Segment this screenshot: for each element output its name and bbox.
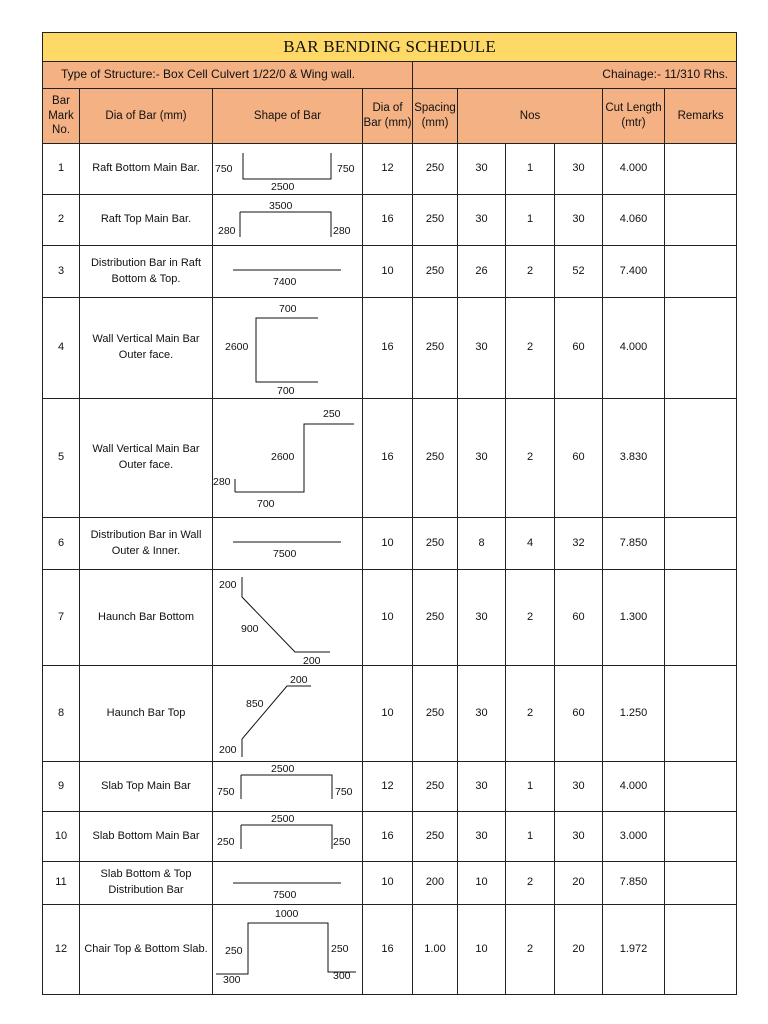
spacing-cell: 1.00 xyxy=(413,905,458,995)
shape-dimension-label: 700 xyxy=(257,498,275,510)
nos-1-cell: 30 xyxy=(458,762,506,812)
spacing-cell: 250 xyxy=(413,144,458,195)
nos-1-cell: 8 xyxy=(458,518,506,570)
remarks-cell xyxy=(665,195,737,246)
bar-shape-cell xyxy=(213,666,363,762)
table-row xyxy=(43,862,737,905)
bar-shape-cell xyxy=(213,144,363,195)
bar-description-cell: Distribution Bar in Wall Outer & Inner. xyxy=(80,518,213,570)
header-remarks: Remarks xyxy=(665,89,737,144)
remarks-cell xyxy=(665,399,737,518)
nos-2-cell: 1 xyxy=(506,144,555,195)
dia-cell: 10 xyxy=(363,862,413,905)
spacing-cell: 200 xyxy=(413,862,458,905)
bar-shape-diagram xyxy=(213,905,363,994)
dia-cell: 16 xyxy=(363,812,413,862)
nos-total-cell: 60 xyxy=(555,298,603,399)
shape-dimension-label: 750 xyxy=(335,786,353,798)
bar-shape-diagram xyxy=(213,298,363,398)
dia-cell: 16 xyxy=(363,905,413,995)
remarks-cell xyxy=(665,762,737,812)
table-row xyxy=(43,298,737,399)
shape-dimension-label: 250 xyxy=(333,836,351,848)
bar-shape-diagram xyxy=(213,144,363,194)
spacing-cell: 250 xyxy=(413,246,458,298)
shape-dimension-label: 200 xyxy=(290,674,308,686)
table-row xyxy=(43,518,737,570)
bar-shape-line xyxy=(241,775,332,799)
shape-dimension-label: 700 xyxy=(277,385,295,397)
bar-description-cell: Slab Bottom & Top Distribution Bar xyxy=(80,862,213,905)
table-row xyxy=(43,399,737,518)
nos-1-cell: 30 xyxy=(458,570,506,666)
shape-dimension-label: 280 xyxy=(213,476,231,488)
shape-dimension-label: 200 xyxy=(219,579,237,591)
header-cut-length: Cut Length (mtr) xyxy=(603,89,665,144)
shape-dimension-label: 2600 xyxy=(271,451,295,463)
cut-length-cell: 4.000 xyxy=(603,762,665,812)
bar-shape-line xyxy=(240,212,331,237)
table-row xyxy=(43,195,737,246)
nos-total-cell: 20 xyxy=(555,862,603,905)
bar-shape-cell xyxy=(213,570,363,666)
nos-total-cell: 30 xyxy=(555,144,603,195)
bar-mark-cell: 10 xyxy=(43,812,80,862)
cut-length-cell: 4.000 xyxy=(603,298,665,399)
nos-2-cell: 2 xyxy=(506,570,555,666)
shape-dimension-label: 750 xyxy=(217,786,235,798)
header-nos: Nos xyxy=(458,89,603,144)
bar-mark-cell: 1 xyxy=(43,144,80,195)
cut-length-cell: 7.400 xyxy=(603,246,665,298)
nos-2-cell: 2 xyxy=(506,905,555,995)
bar-mark-cell: 2 xyxy=(43,195,80,246)
cut-length-cell: 1.250 xyxy=(603,666,665,762)
shape-dimension-label: 250 xyxy=(225,945,243,957)
nos-total-cell: 60 xyxy=(555,666,603,762)
nos-2-cell: 2 xyxy=(506,246,555,298)
remarks-cell xyxy=(665,905,737,995)
bar-shape-line xyxy=(242,686,311,757)
table-row xyxy=(43,905,737,995)
bar-shape-diagram xyxy=(213,862,363,904)
nos-2-cell: 1 xyxy=(506,762,555,812)
bar-shape-cell xyxy=(213,762,363,812)
remarks-cell xyxy=(665,298,737,399)
cut-length-cell: 1.972 xyxy=(603,905,665,995)
dia-cell: 16 xyxy=(363,195,413,246)
table-row xyxy=(43,762,737,812)
cut-length-cell: 3.830 xyxy=(603,399,665,518)
remarks-cell xyxy=(665,518,737,570)
shape-dimension-label: 250 xyxy=(331,943,349,955)
bar-shape-line xyxy=(242,577,330,652)
cut-length-cell: 4.000 xyxy=(603,144,665,195)
bar-mark-cell: 5 xyxy=(43,399,80,518)
bar-shape-diagram xyxy=(213,812,363,861)
spacing-cell: 250 xyxy=(413,195,458,246)
shape-dimension-label: 300 xyxy=(333,970,351,982)
nos-1-cell: 30 xyxy=(458,195,506,246)
spacing-cell: 250 xyxy=(413,298,458,399)
bar-description-cell: Slab Bottom Main Bar xyxy=(80,812,213,862)
nos-2-cell: 2 xyxy=(506,666,555,762)
header-dia-desc: Dia of Bar (mm) xyxy=(80,89,213,144)
nos-total-cell: 60 xyxy=(555,399,603,518)
bar-mark-cell: 8 xyxy=(43,666,80,762)
bar-shape-line xyxy=(256,318,318,382)
shape-dimension-label: 250 xyxy=(323,408,341,420)
nos-1-cell: 26 xyxy=(458,246,506,298)
bar-shape-cell xyxy=(213,246,363,298)
nos-2-cell: 4 xyxy=(506,518,555,570)
header-spacing: Spacing (mm) xyxy=(413,89,458,144)
bar-shape-cell xyxy=(213,862,363,905)
shape-dimension-label: 200 xyxy=(219,744,237,756)
spacing-cell: 250 xyxy=(413,812,458,862)
nos-total-cell: 30 xyxy=(555,812,603,862)
table-row xyxy=(43,666,737,762)
bar-description-cell: Haunch Bar Bottom xyxy=(80,570,213,666)
bar-mark-cell: 11 xyxy=(43,862,80,905)
spacing-cell: 250 xyxy=(413,666,458,762)
dia-cell: 12 xyxy=(363,762,413,812)
bar-shape-diagram xyxy=(213,570,363,665)
schedule-table xyxy=(42,32,737,995)
bar-description-cell: Haunch Bar Top xyxy=(80,666,213,762)
header-bar-mark: Bar Mark No. xyxy=(43,89,80,144)
remarks-cell xyxy=(665,246,737,298)
shape-dimension-label: 2500 xyxy=(271,181,295,193)
remarks-cell xyxy=(665,862,737,905)
table-row xyxy=(43,570,737,666)
shape-dimension-label: 900 xyxy=(241,623,259,635)
shape-dimension-label: 700 xyxy=(279,303,297,315)
nos-total-cell: 32 xyxy=(555,518,603,570)
nos-1-cell: 10 xyxy=(458,862,506,905)
shape-dimension-label: 200 xyxy=(303,655,321,665)
bar-description-cell: Distribution Bar in Raft Bottom & Top. xyxy=(80,246,213,298)
bar-shape-line xyxy=(241,825,332,849)
nos-total-cell: 60 xyxy=(555,570,603,666)
bar-bending-schedule-sheet xyxy=(42,32,736,995)
shape-dimension-label: 7500 xyxy=(273,548,297,560)
nos-1-cell: 30 xyxy=(458,298,506,399)
cut-length-cell: 4.060 xyxy=(603,195,665,246)
shape-dimension-label: 300 xyxy=(223,974,241,986)
bar-shape-cell xyxy=(213,298,363,399)
dia-cell: 12 xyxy=(363,144,413,195)
schedule-title: BAR BENDING SCHEDULE xyxy=(43,33,737,62)
dia-cell: 16 xyxy=(363,399,413,518)
header-shape: Shape of Bar xyxy=(213,89,363,144)
cut-length-cell: 1.300 xyxy=(603,570,665,666)
nos-2-cell: 1 xyxy=(506,812,555,862)
nos-1-cell: 30 xyxy=(458,144,506,195)
bar-shape-diagram xyxy=(213,195,363,245)
shape-dimension-label: 2500 xyxy=(271,813,295,825)
shape-dimension-label: 250 xyxy=(217,836,235,848)
bar-description-cell: Wall Vertical Main Bar Outer face. xyxy=(80,298,213,399)
remarks-cell xyxy=(665,666,737,762)
bar-shape-line xyxy=(243,153,331,179)
nos-total-cell: 30 xyxy=(555,195,603,246)
remarks-cell xyxy=(665,144,737,195)
nos-2-cell: 2 xyxy=(506,399,555,518)
dia-cell: 10 xyxy=(363,518,413,570)
cut-length-cell: 7.850 xyxy=(603,862,665,905)
spacing-cell: 250 xyxy=(413,518,458,570)
nos-1-cell: 30 xyxy=(458,812,506,862)
cut-length-cell: 3.000 xyxy=(603,812,665,862)
nos-total-cell: 30 xyxy=(555,762,603,812)
bar-shape-cell xyxy=(213,905,363,995)
bar-shape-diagram xyxy=(213,666,363,761)
bar-description-cell: Raft Bottom Main Bar. xyxy=(80,144,213,195)
nos-1-cell: 30 xyxy=(458,666,506,762)
bar-shape-cell xyxy=(213,518,363,570)
shape-dimension-label: 2600 xyxy=(225,341,249,353)
nos-2-cell: 2 xyxy=(506,862,555,905)
shape-dimension-label: 7500 xyxy=(273,889,297,901)
shape-dimension-label: 2500 xyxy=(271,763,295,775)
spacing-cell: 250 xyxy=(413,570,458,666)
bar-description-cell: Raft Top Main Bar. xyxy=(80,195,213,246)
bar-shape-cell xyxy=(213,812,363,862)
bar-description-cell: Wall Vertical Main Bar Outer face. xyxy=(80,399,213,518)
spacing-cell: 250 xyxy=(413,399,458,518)
bar-description-cell: Chair Top & Bottom Slab. xyxy=(80,905,213,995)
bar-mark-cell: 3 xyxy=(43,246,80,298)
bar-mark-cell: 12 xyxy=(43,905,80,995)
dia-cell: 10 xyxy=(363,666,413,762)
bar-shape-diagram xyxy=(213,518,363,569)
dia-cell: 16 xyxy=(363,298,413,399)
table-row xyxy=(43,246,737,298)
nos-2-cell: 2 xyxy=(506,298,555,399)
bar-shape-diagram xyxy=(213,762,363,811)
nos-2-cell: 1 xyxy=(506,195,555,246)
bar-shape-diagram xyxy=(213,399,363,517)
bar-shape-line xyxy=(235,424,354,492)
table-row xyxy=(43,144,737,195)
shape-dimension-label: 280 xyxy=(218,225,236,237)
shape-dimension-label: 750 xyxy=(337,163,355,175)
structure-type: Type of Structure:- Box Cell Culvert 1/22/0 & Wing wall. xyxy=(43,62,413,89)
bar-shape-diagram xyxy=(213,246,363,297)
shape-dimension-label: 280 xyxy=(333,225,351,237)
nos-total-cell: 20 xyxy=(555,905,603,995)
remarks-cell xyxy=(665,812,737,862)
cut-length-cell: 7.850 xyxy=(603,518,665,570)
nos-1-cell: 10 xyxy=(458,905,506,995)
shape-dimension-label: 1000 xyxy=(275,908,299,920)
shape-dimension-label: 3500 xyxy=(269,200,293,212)
chainage: Chainage:- 11/310 Rhs. xyxy=(413,62,737,89)
remarks-cell xyxy=(665,570,737,666)
bar-shape-cell xyxy=(213,399,363,518)
bar-mark-cell: 6 xyxy=(43,518,80,570)
shape-dimension-label: 7400 xyxy=(273,276,297,288)
bar-mark-cell: 7 xyxy=(43,570,80,666)
nos-1-cell: 30 xyxy=(458,399,506,518)
dia-cell: 10 xyxy=(363,246,413,298)
bar-description-cell: Slab Top Main Bar xyxy=(80,762,213,812)
header-dia: Dia of Bar (mm) xyxy=(363,89,413,144)
table-row xyxy=(43,812,737,862)
shape-dimension-label: 850 xyxy=(246,698,264,710)
nos-total-cell: 52 xyxy=(555,246,603,298)
bar-shape-cell xyxy=(213,195,363,246)
shape-dimension-label: 750 xyxy=(215,163,233,175)
bar-mark-cell: 9 xyxy=(43,762,80,812)
bar-mark-cell: 4 xyxy=(43,298,80,399)
dia-cell: 10 xyxy=(363,570,413,666)
spacing-cell: 250 xyxy=(413,762,458,812)
